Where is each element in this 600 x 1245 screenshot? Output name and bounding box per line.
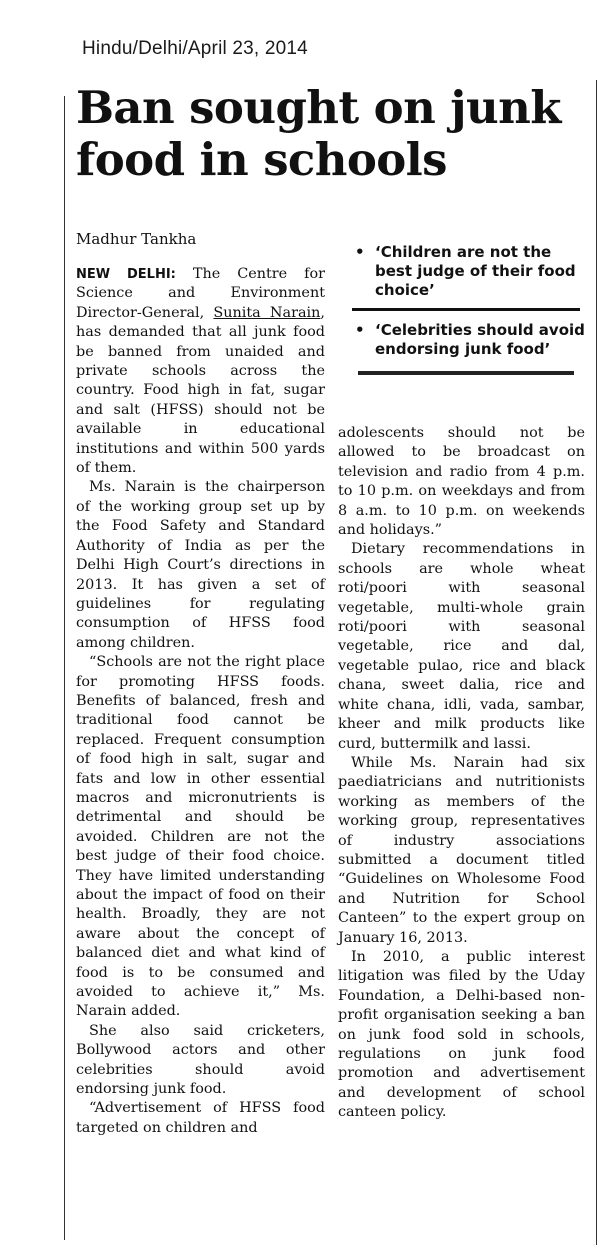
article-paragraph: adolescents should not be allowed to be broadcast on television and radio from 4 p.m. to 10 p.m. on weekdays and from 8 a.m. to 10 p.m. on weekends and holidays.” <box>338 425 585 539</box>
article-column-2 <box>338 424 585 1123</box>
article-paragraph: While Ms. Narain had six paediatricians and nutritionists working as members of the working group, representatives of industry associations submitted a document titled “Guidelines on Wholesome Food and Nutrition for School Canteen” to the expert group on January 16, 2013. <box>338 754 585 946</box>
pullquote-item <box>352 321 588 359</box>
byline: Madhur Tankha <box>76 230 197 248</box>
pullquote-text: ‘Celebrities should avoid endorsing junk food’ <box>375 321 585 358</box>
article-column-1 <box>76 265 325 1138</box>
article-paragraph: In 2010, a public interest litigation was filed by the Uday Foundation, a Delhi-based non-profit organisation seeking a ban on junk food sold in schools, regulations on junk food promotion and advertisement and development of school canteen policy. <box>338 948 585 1121</box>
article-paragraph: “Advertisement of HFSS food targeted on children and <box>76 1100 325 1136</box>
pullquote-item <box>352 243 588 300</box>
dateline: NEW DELHI: <box>76 267 176 282</box>
pullquote-divider <box>352 308 580 311</box>
pullquote-text: ‘Children are not the best judge of their food choice’ <box>375 243 576 299</box>
left-column-rule <box>64 96 65 1240</box>
pullquote-bottom-rule <box>358 371 574 375</box>
article-paragraph: She also said cricketers, Bollywood actors and other celebrities should avoid endorsing junk food. <box>76 1022 325 1098</box>
article-paragraph: Ms. Narain is the chairperson of the working group set up by the Food Safety and Standard Authority of India as per the Delhi High Court’s directions in 2013. It has given a set of guidelines for regulating consumption of HFSS food among children. <box>76 479 325 651</box>
bullet-icon: • <box>355 321 365 339</box>
source-line: Hindu/Delhi/April 23, 2014 <box>82 38 308 59</box>
headline: Ban sought on junk food in schools <box>76 81 561 186</box>
article-paragraph: Dietary recommendations in schools are whole wheat roti/poori with seasonal vegetable, multi-whole grain roti/poori with seasonal vegetable, rice and dal, vegetable pulao, rice and black chana, sweet dalia, rice and white chana, idli, vada, sambar, kheer and milk products like curd, buttermilk and lassi. <box>338 541 585 752</box>
pullquote-box <box>352 243 588 375</box>
paragraph-text: The Centre for Science and Environment Director-General, <box>76 266 325 321</box>
article-paragraph <box>76 265 325 478</box>
right-edge-rule <box>596 80 597 1245</box>
person-name: Sunita Narain <box>213 304 321 321</box>
article-paragraph: “Schools are not the right place for promoting HFSS foods. Benefits of balanced, fresh and traditional food cannot be replaced. Frequent consumption of food high in salt, sugar and fats and low in other essential macros and micronutrients is detrimental and should be avoided. Children are not the best judge of their food choice. They have limited understanding about the impact of food on their health. Broadly, they are not aware about the concept of balanced diet and what kind of food is to be consumed and avoided to achieve it,” Ms. Narain added. <box>76 654 325 1020</box>
bullet-icon: • <box>355 243 365 261</box>
paragraph-text: , has demanded that all junk food be banned from unaided and private schools across the country. Food high in fat, sugar and salt (HFSS) should not be available in educational institutions and within 500 yards of them. <box>76 304 325 477</box>
